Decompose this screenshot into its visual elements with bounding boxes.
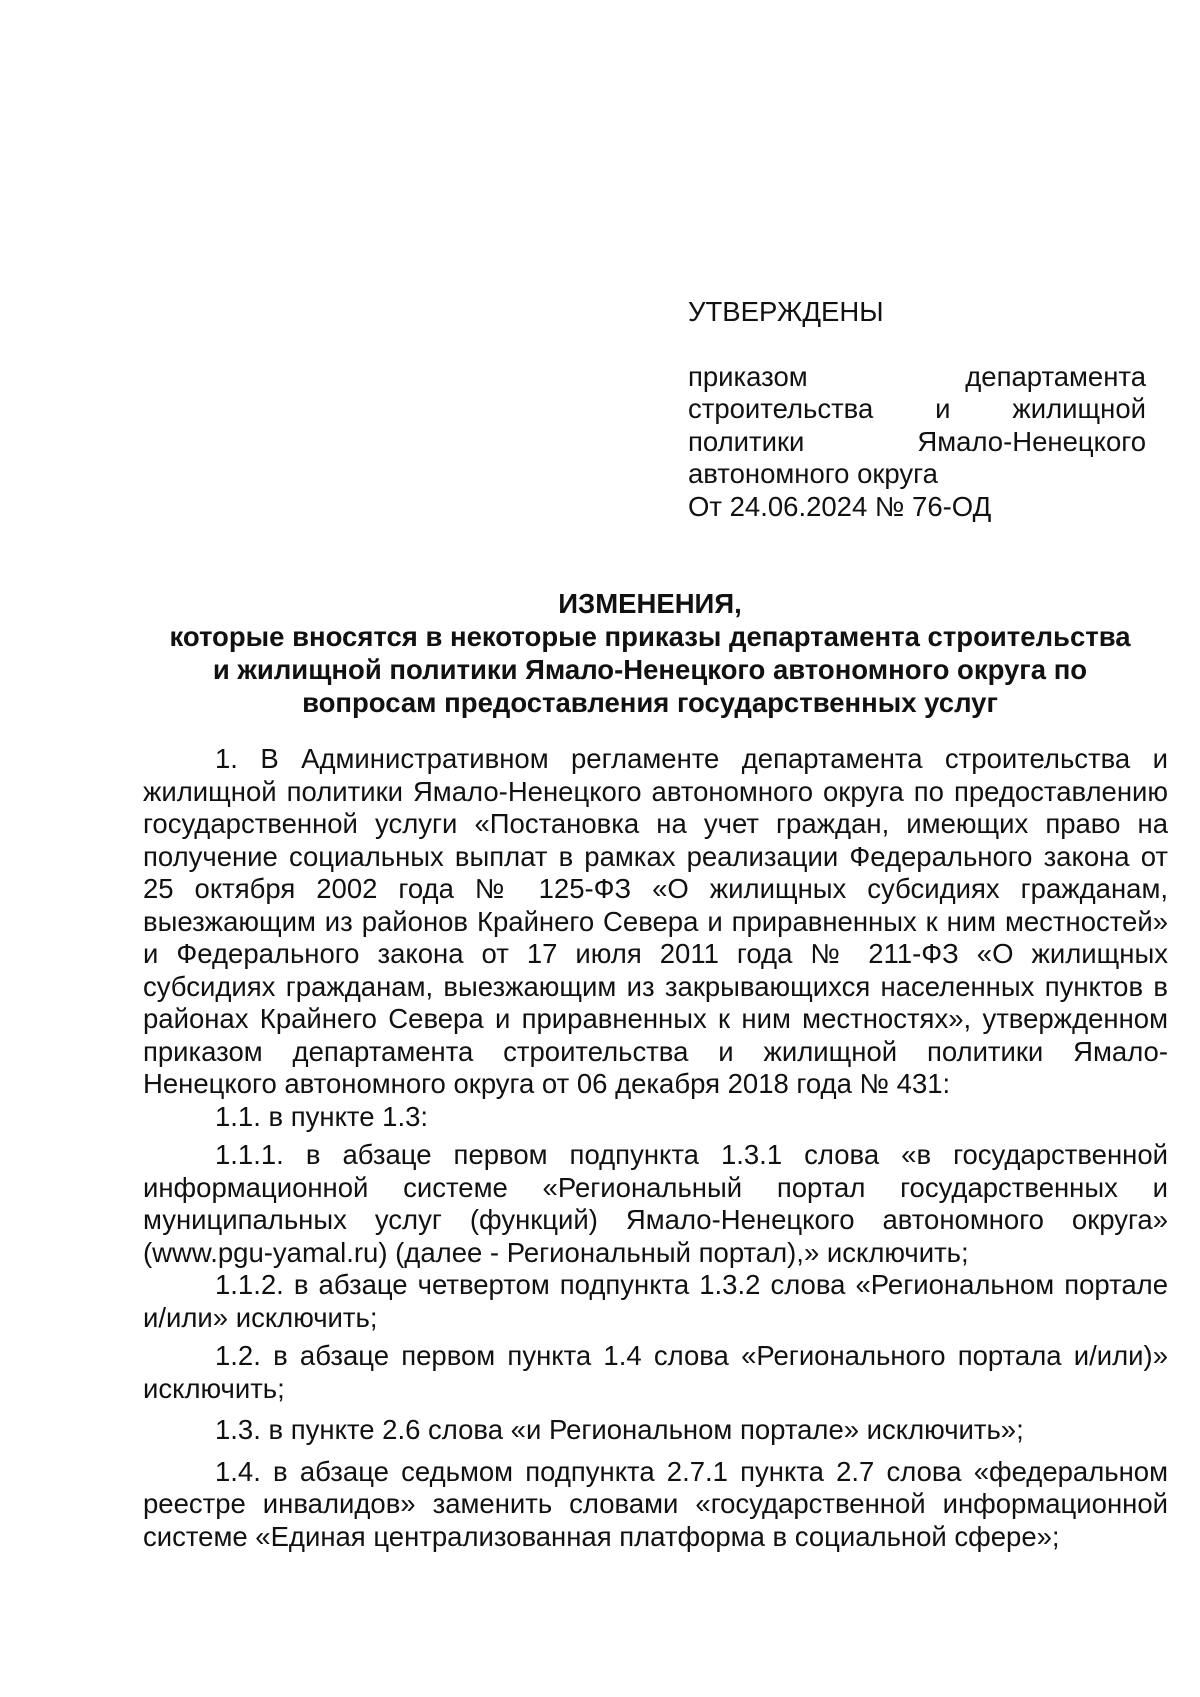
paragraph-1-1-2: 1.1.2. в абзаце четвертом подпункта 1.3.2 слова «Региональном портале и/или» исключить;	[143, 1269, 1168, 1333]
paragraph-1-4: 1.4. в абзаце седьмом подпункта 2.7.1 пункта 2.7 слова «федеральном реестре инвалидов» заменить словами «государственной информационной системе «Единая централизованная платформа в социальной сфере»;	[143, 1455, 1168, 1552]
paragraph-1-3: 1.3. в пункте 2.6 слова «и Региональном портале» исключить»;	[215, 1414, 1024, 1445]
document-body	[143, 743, 1168, 1553]
order-date-number: От 24.06.2024 № 76-ОД	[688, 490, 992, 522]
paragraph-1-1-1: 1.1.1. в абзаце первом подпункта 1.3.1 слова «в государственной информационной системе «Региональный портал государственных и муниципальных услуг (функций) Ямало-Ненецкого автономного округа» (www.pgu-yamal.ru) (далее - Региональный портал),» исключить;	[143, 1139, 1168, 1268]
approved-heading: УТВЕРЖДЕНЫ	[688, 296, 884, 327]
approving-order-text: приказом департамента строительства и жилищной политики Ямало-Ненецкого автономного округа	[688, 360, 1146, 489]
title-main: ИЗМЕНЕНИЯ,	[558, 588, 742, 619]
title-line-1: которые вносятся в некоторые приказы департамента строительства	[169, 621, 1131, 652]
approval-stamp	[688, 296, 1146, 523]
paragraph-1-1: 1.1. в пункте 1.3:	[215, 1100, 429, 1132]
title-line-2: и жилищной политики Ямало-Ненецкого автономного округа по	[212, 654, 1088, 685]
title-line-3: вопросам предоставления государственных услуг	[302, 687, 998, 718]
paragraph-1: 1. В Административном регламенте департамента строительства и жилищной политики Ямало-Ненецкого автономного округа по предоставлению государственной услуги «Постановка на учет граждан, имеющих право на получение социальных выплат в рамках реализации Федерального закона от 25 октября 2002 года № 125-ФЗ «О жилищных субсидиях гражданам, выезжающим из районов Крайнего Севера и приравненных к ним местностей» и Федерального закона от 17 июля 2011 года № 211-ФЗ «О жилищных субсидиях гражданам, выезжающим из закрывающихся населенных пунктов в районах Крайнего Севера и приравненных к ним местностях», утвержденном приказом департамента строительства и жилищной политики Ямало-Ненецкого автономного округа от 06 декабря 2018 года № 431:	[143, 743, 1168, 1099]
document-title	[130, 587, 1170, 719]
paragraph-1-2: 1.2. в абзаце первом пункта 1.4 слова «Регионального портала и/или)» исключить;	[143, 1340, 1168, 1404]
